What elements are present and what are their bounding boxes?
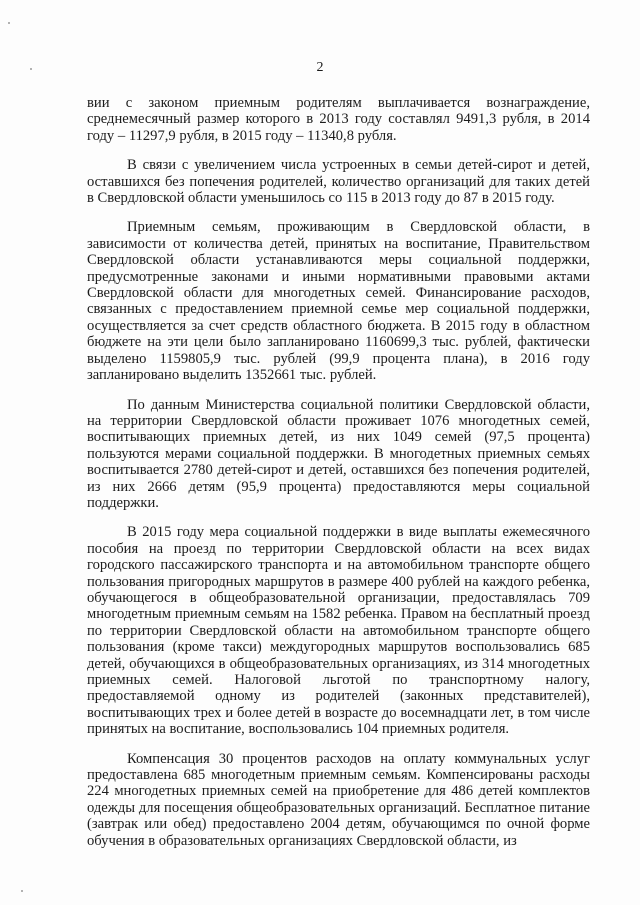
scan-speck [21,890,23,892]
page-number: 2 [316,60,324,75]
paragraph: В 2015 году мера социальной поддержки в виде выплаты ежемесячного пособия на проезд по территории Свердловской области на всех видах городского пассажирского транспорта и на автомобильном транспорте общего пользования пригородных маршрутов в размере 400 рублей на каждого ребенка, обучающегося в общеобразовательной организации, предоставлялась 709 многодетным приемным семьям на 1582 ребенка. Правом на бесплатный проезд по территории Свердловской области на автомобильном транспорте общего пользования (кроме такси) междугородных маршрутов воспользовались 685 детей, обучающихся в общеобразовательных организациях, из 314 многодетных приемных семей. Налоговой льготой по транспортному налогу, предоставляемой одному из родителей (законных представителей), воспитывающих трех и более детей в возрасте до восемнадцати лет, в том числе принятых на воспитание, воспользовались 104 приемных родителя. [87,524,590,738]
paragraph: По данным Министерства социальной политики Свердловской области, на территории Свердловской области проживает 1076 многодетных семей, воспитывающих приемных детей, из них 1049 семей (97,5 процента) пользуются мерами социальной поддержки. В многодетных приемных семьях воспитывается 2780 детей-сирот и детей, оставшихся без попечения родителей, из них 2666 детям (95,9 процента) предоставляются меры социальной поддержки. [87,396,590,511]
scan-speck [8,22,10,24]
paragraph: Приемным семьям, проживающим в Свердловской области, в зависимости от количества детей, принятых на воспитание, Правительством Свердловской области устанавливаются меры социальной поддержки, предусмотренные законами и иными нормативными правовыми актами Свердловской области для многодетных семей. Финансирование расходов, связанных с предоставлением приемной семье мер социальной поддержки, осуществляется за счет средств областного бюджета. В 2015 году в областном бюджете на эти цели было запланировано 1160699,3 тыс. рублей, фактически выделено 1159805,9 тыс. рублей (99,9 процента плана), в 2016 году запланировано выделить 1352661 тыс. рублей. [87,219,590,384]
paragraph: вии с законом приемным родителям выплачивается вознаграждение, среднемесячный размер которого в 2013 году составлял 9491,3 рубля, в 2014 году – 11297,9 рубля, в 2015 году – 11340,8 рубля. [87,95,590,144]
paragraph: В связи с увеличением числа устроенных в семьи детей-сирот и детей, оставшихся без попечения родителей, количество организаций для таких детей в Свердловской области уменьшилось со 115 в 2013 году до 87 в 2015 году. [87,157,590,207]
document-body [87,95,590,862]
paragraph: Компенсация 30 процентов расходов на оплату коммунальных услуг предоставлена 685 многодетным приемным семьям. Компенсированы расходы 224 многодетных приемных семей на приобретение для 486 детей комплектов одежды для посещения общеобразовательных организаций. Бесплатное питание (завтрак или обед) предоставлено 2004 детям, обучающимся по очной форме обучения в образовательных организациях Свердловской области, из [87,750,590,849]
